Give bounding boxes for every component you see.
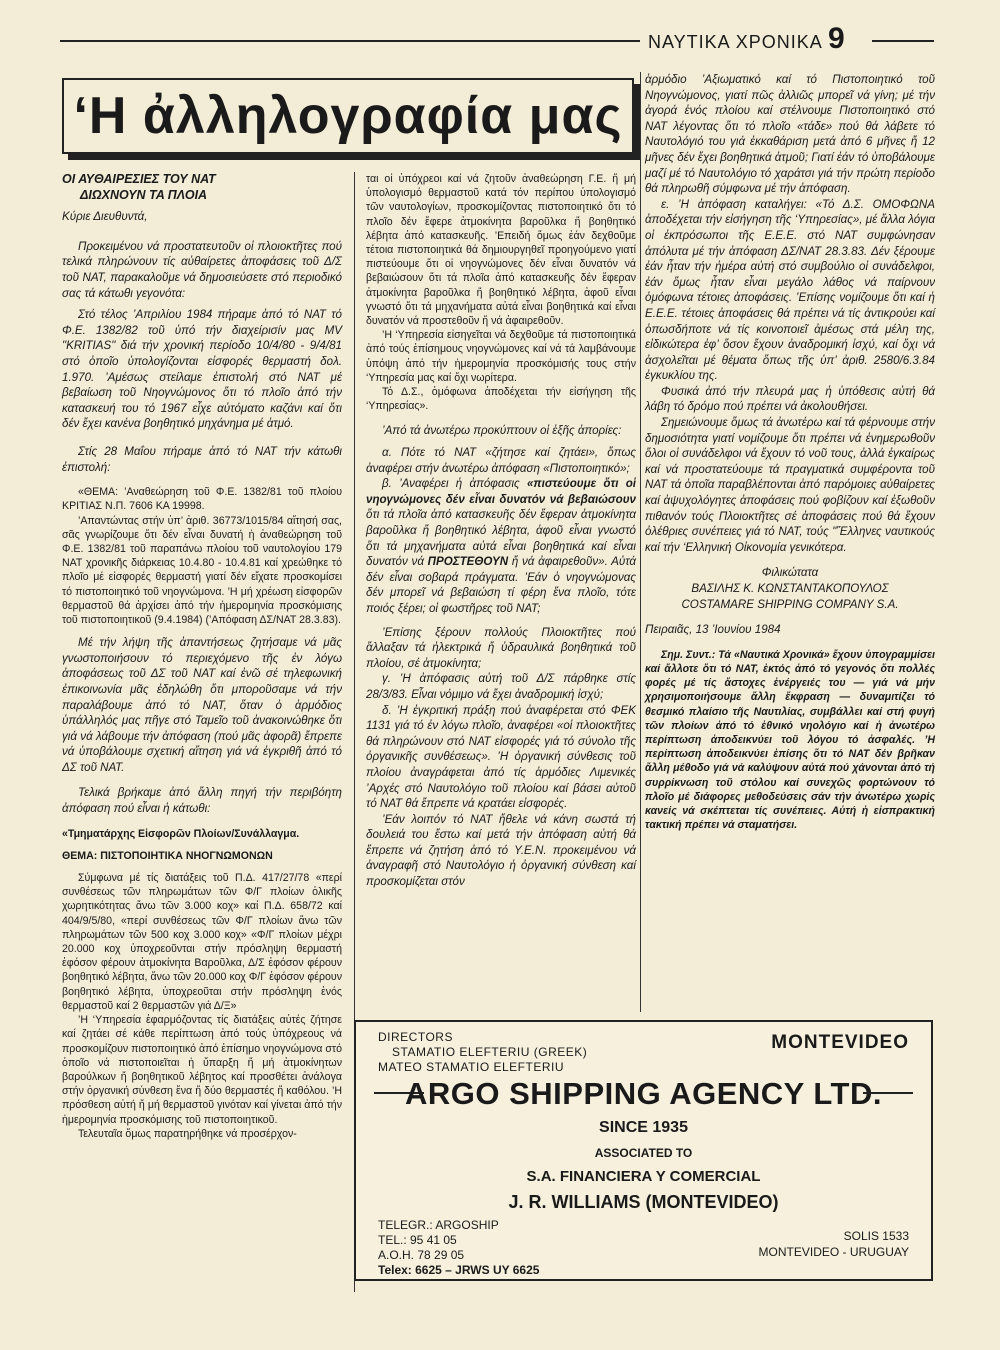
paragraph: ἁρμόδιο ’Αξιωματικό καί τό Πιστοποιητικό τοῦ Νηογνώμονος, γιατί πῶς ἀλλιῶς μπορεῖ νά γίνη; μέ τήν ἀγορά ἑνός πλοίου καί στέλνουμε Πιστοποιητικό στό ΝΑΤ λέγοντας ὅτι τό πλοῖο «τάδε» πού θά λάβετε τό Ναυτολόγιό του γιά ἐκκαθάριση μετά ἀπό 6 μῆνες ἤ 12 μῆνες δέν ἔχει βοηθητικά ἀτμοῦ; Γιατί ἐάν τό ὑποβάλουμε μαζί μέ τό Ναυτολόγιο τό χαράτσι γιά τήν πρώτη περίοδο θά πληρωθῆ σύμφωνα μέ τήν ἀπόφαση. — [645, 73, 935, 196]
ad-company-name: ARGO SHIPPING AGENCY LTD. — [405, 1076, 882, 1111]
question-b-emphasis: ΠΡΟΣΤΕΘΟΥΝ — [427, 555, 509, 569]
question-b-quote: «πιστεύουμε ὅτι οἱ νηογνώμονες δέν εἶναι δυνατόν νά βεβαιώσουν — [366, 477, 636, 506]
publication-title: ΝΑΥΤΙΚΑ ΧΡΟΝΙΚΑ — [648, 32, 823, 52]
article-subhead-1: ΟΙ ΑΥΘΑΙΡΕΣΙΕΣ ΤΟΥ ΝΑΤ — [62, 172, 216, 186]
page-number: 9 — [828, 22, 845, 55]
paragraph: Σημειώνουμε ὅμως τά ἀνωτέρω καί τά φέρνουμε στήν δημοσιότητα γιατί νομίζουμε ὅτι πρέπει νά ἐνημερωθοῦν ὅλοι οἱ συνάδελφοι νά ἔχουν τό νοῦ τους, ἀλλά ἐγκαίρως καί νά προστατεύουμε τά πραγματικά συμφέροντα τοῦ ΝΑΤ τά ὁποῖα παραβλέπονται ἀπό παρόμοιες αὐθαίρετες καί ἀψυχολόγητες ἀποφάσεις πού φοβίζουν καί ἐξωθοῦν πιθανόν τούς Πλοιοκτῆτες σέ ἀποφάσεις πού θά ἔχουν ὀλέθριες συνέπειες γιά τό ΝΑΤ, τούς "Ἕλληνες ναυτικούς καί τήν ‘Ελληνική Οἰκονομία γενικότερα. — [645, 416, 935, 554]
section-headline: ‘Η ἀλληλογραφία μας — [73, 87, 623, 145]
quoted-letter-body: ’Απαντώντας στήν ὑπ’ ἀριθ. 36773/1015/84 αἴτησή σας, σᾶς γνωρίζουμε ὅτι δέν εἶναι δυνατή ἡ ἀναθεώρηση τοῦ Φ.Ε. 1382/81 τοῦ παραπάνω πλοίου τοῦ ναυτολογίου 179 ΝΑΤ χρονικῆς διάρκειας 10.4.80 - 10.4.81 καί χρεώθηκε τό πλοῖο μέ εἰσφορές θερμαστή γιατί δέν εἴχατε προσκομίσει τό πιστοποιητικό τοῦ νηογνώμονα. ’Η μή χρέωση εἰσφορῶν θερμαστοῦ θά ἀρχίσει ἀπό τήν ἡμερομηνία προσκόμισης τοῦ πιστοποιητικοῦ (9.4.1984) (’Απόφαση ΔΣ/ΝΑΤ 28.3.83). — [62, 514, 342, 626]
section-headline-box — [62, 78, 634, 154]
ad-address — [759, 1228, 909, 1260]
ad-directors — [378, 1030, 587, 1075]
quoted-decision-body: Τελευταῖα ὅμως παρατηρήθηκε νά προσέρχον- — [78, 1127, 297, 1140]
paragraph: Στό τέλος ’Απριλίου 1984 πήραμε ἀπό τό ΝΑΤ τό Φ.Ε. 1382/82 τοῦ ὑπό τήν διαχείρισίν μας MV "KRITIAS" διά τήν χρονική περίοδο 10/4/80 - 9/4/81 στό ὁποῖο ὑπολογίζονται εἰσφορές θερμαστή δολ. 1.970. ’Αμέσως στείλαμε ἐπιστολή στό ΝΑΤ μέ βεβαίωση τοῦ Νηογνώμονος ὅτι τό πλοῖο ἀπό τήν κατασκευή του τό 1967 εἶχε αὐτόματο καζάνι καί ὅτι δέν ἔχει κανένα βοηθητικό μηχάνημα μέ ἀτμό. — [62, 308, 342, 431]
question-a: α. Πότε τό ΝΑΤ «ζήτησε καί ζητάει», ὅπως ἀναφέρει στήν ἀνωτέρω ἀπόφαση «Πιστοποιητικό»; — [366, 446, 636, 475]
paragraph: Φυσικά ἀπό τήν πλευρά μας ἡ ὑπόθεσις αὐτή θά λάβη τό δρόμο πού πρέπει νά ἀκολουθήσει. — [645, 384, 935, 414]
ad-address-street: SOLIS 1533 — [843, 1229, 909, 1243]
quoted-decision-body: ’Η ‘Υπηρεσία ἐφαρμόζοντας τίς διατάξεις αὐτές ζήτησε καί ζητάει σέ κάθε περίπτωση ἀπό τούς ὑπόχρεους νά προσκομίζουν πιστοποιητικό ἀπό ἐπίσημο νηογνώμονα στό ὁποῖο νά πιστοποιεῖται ἡ ὕπαρξη ἤ μή ἀτμοκίνητων βαρούλκων ἤ βοηθητικοῦ λέβητος καί προσθέτει ἀνάλογα στήν ὀργανική σύνθεση ἕνα ἤ δύο θερμαστές ἤ καθόλου. ’Η πρόσθεση αὐτή ἤ μή θερμαστοῦ γινόταν καί γίνεται ἀπό τήν ἡμερομηνία προσκόμισης τοῦ πιστοποιητικοῦ. — [62, 1014, 342, 1126]
question-d: δ. ’Η ἐγκριτική πράξη πού ἀναφέρεται στό ΦΕΚ 1131 γιά τό ἐν λόγω πλοῖο, ἀναφέρει «οἱ πλοιοκτῆτες θά πληρώνουν στό ΝΑΤ εἰσφορές γιά τό σύνολο τῆς ὀργανικῆς συνθέσεως». ’Η ὀργανική σύνθεσις τοῦ πλοίου ἀναγράφεται ἀπό τίς ἁρμόδιες Λιμενικές ’Αρχές στό Ναυτολόγιο τοῦ πλοίου καί βάσει αὐτοῦ τό ΝΑΤ θά ἔπρεπε νά κρατάει εἰσφορές. — [366, 703, 636, 811]
masthead-rule-left — [60, 40, 640, 42]
paragraph: ’Από τά ἀνωτέρω προκύπτουν οἱ ἑξῆς ἀπορίες: — [382, 424, 622, 438]
editor-note-label: Σημ. Συντ.: — [661, 648, 716, 661]
ad-director-2: MATEO STAMATIO ELEFTERIU — [378, 1060, 565, 1074]
ad-since: SINCE 1935 — [599, 1119, 688, 1136]
ad-partner-1: S.A. FINANCIERA Y COMERCIAL — [526, 1168, 761, 1185]
paragraph: Προκειμένου νά προστατευτοῦν οἱ πλοιοκτῆτες πού τελικά πληρώνουν τίς αὐθαίρετες ἀποφάσεις τοῦ Δ/Σ τοῦ ΝΑΤ, παρακαλοῦμε νά δημοσιεύσετε στό περιοδικό σας τά κάτωθι γεγονότα: — [62, 239, 342, 300]
signature-company: COSTAMARE SHIPPING COMPANY S.A. — [681, 597, 899, 611]
paragraph: Τελικά βρήκαμε ἀπό ἄλλη πηγή τήν περιβόητη ἀπόφαση πού εἶναι ἡ κάτωθι: — [62, 786, 342, 816]
masthead-rule-right — [872, 40, 934, 42]
ad-city: MONTEVIDEO — [771, 1032, 909, 1053]
editor-note — [645, 648, 935, 833]
ad-associated: ASSOCIATED TO — [594, 1146, 693, 1160]
place-date: Πειραιᾶς, 13 ’Ιουνίου 1984 — [645, 623, 781, 637]
paragraph: Στίς 28 Μαΐου πήραμε ἀπό τό ΝΑΤ τήν κάτωθι ἐπιστολή: — [62, 444, 342, 474]
quoted-letter-subject: «ΘΕΜΑ: ’Αναθεώρηση τοῦ Φ.Ε. 1382/81 τοῦ πλοίου ΚΡΙΤΙΑΣ Ν.Π. 7606 ΚΑ 19998. — [62, 486, 342, 513]
column-divider — [640, 72, 641, 1012]
ad-telex: Telex: 6625 – JRWS UY 6625 — [378, 1263, 540, 1277]
signature-name: ΒΑΣΙΛΗΣ Κ. ΚΩΝΣΤΑΝΤΑΚΟΠΟΥΛΟΣ — [691, 582, 889, 595]
quoted-decision-head: «Τμηματάρχης Εἰσφορῶν Πλοίων/Συνάλλαγμα. — [62, 827, 300, 840]
article-column-1 — [62, 172, 342, 1147]
ad-directors-label: DIRECTORS — [378, 1030, 453, 1044]
quoted-decision-body: ’Η ‘Υπηρεσία εἰσηγεῖται νά δεχθοῦμε τά πιστοποιητικά ἀπό τούς ἐπίσημους νηογνώμονες καί νά τά λαμβάνουμε ὑπόψη ἀπό τήν ἡμερομηνία προσκόμισής τους στήν ‘Υπηρεσία μας καί ὄχι νωρίτερα. — [366, 329, 636, 384]
ad-contact — [378, 1218, 539, 1278]
question-b — [366, 476, 636, 616]
closing: Φιλικώτατα — [761, 566, 819, 580]
question-e: ε. ’Η ἀπόφαση καταλήγει: «Τό Δ.Σ. ΟΜΟΦΩΝΑ ἀποδέχεται τήν εἰσήγηση τῆς ‘Υπηρεσίας», μέ ἄλλα λόγια οἱ ἐκπρόσωποι τῆς Ε.Ε.Ε. στό ΝΑΤ συμφώνησαν ἀπόλυτα μέ τήν ἀπόφαση ΔΣ/ΝΑΤ 28.3.83. Δέν ξέρουμε ἐάν ἦταν τήν ἡμέρα αὐτή στό συμβούλιο οἱ συνάδελφοι, ἐάν ὅμως ἦταν εἶναι μεγάλο λάθος νά παίρνουν ὁμόφωνα τέτοιες ἀποφάσεις. ’Επίσης νομίζουμε ὅτι καί ἡ Ε.Ε.Ε. τέτοιες ἀποφάσεις θά πρέπει νά τίς ἀντικρούει καί ὁπωσδήποτε νά τίς κοινοποιεῖ ἀμέσως στά μέλη της, εἰδικώτερα ἐφ’ ὅσον ἔχουν ἀναδρομική ἰσχύ, καί ὄχι νά ἀσχολεῖται μέ θέματα ὅπως τῆς ὑπ’ ἀριθ. 2580/6.3.84 ἐγκυκλίου της. — [645, 197, 935, 383]
paragraph: ’Εάν λοιπόν τό ΝΑΤ ἤθελε νά κάνη σωστά τή δουλειά του ἔστω καί μετά τήν ἀπόφαση αὐτή θά ἔπρεπε νά ζητήση ἀπό τό Υ.Ε.Ν. προκειμένου νά ἀναγραφῆ στό Ναυτολόγιο ἡ ὀργανική σύνθεση καί προσκομίζεται στόν — [366, 812, 636, 889]
ad-partner-2: J. R. WILLIAMS (MONTEVIDEO) — [508, 1192, 779, 1212]
question-b-end: ἤ νά ἀφαιρεθοῦν». Αὐτά δέν εἶναι σοβαρά πράγματα. ’Εάν ὁ νηογνώμονας δέν μπορεῖ νά βεβαιώση τί φέρη ἕνα πλοῖο, τότε ποιός ξέρει; οἱ φωστῆρες τοῦ ΝΑΤ; — [366, 555, 636, 615]
article-column-3 — [645, 72, 935, 838]
question-c: γ. ’Η ἀπόφασις αὐτή τοῦ Δ/Σ πάρθηκε στίς 28/3/83. Εἶναι νόμιμο νά ἔχει ἀναδρομική ἰσχύ; — [366, 672, 636, 701]
advertisement-argo-shipping — [354, 1020, 933, 1281]
ad-tel: TEL.: 95 41 05 — [378, 1233, 457, 1247]
quoted-decision-body: Σύμφωνα μέ τίς διατάξεις τοῦ Π.Δ. 417/27/78 «περί συνθέσεως τῶν πληρωμάτων τῶν Φ/Γ πλοίων ὁλικῆς χωρητικότητας ἄνω τῶν 3.000 κοχ» καί Π.Δ. 658/72 καί 404/9/5/80, «περί συνθέσεως τῶν Φ/Γ πλοίων ἄνω τῶν πληρωμάτων τῶν 500 κοχ 3.000 κοχ» «Φ/Γ πλοίων μέχρι 20.000 κοχ ὑποχρεοῦνται στήν πρόσληψη θερμαστή ἐφόσον φέρουν ἀτμοκίνητα Βαροῦλκα, Δ/Σ ἐφόσον φέρουν βοηθητικό λέβητα, ἄνω τῶν 20.000 κοχ Φ/Γ ἐφόσον φέρουν βοηθητικό λέβητα, ὑποχρεοῦται στήν πρόσληψη ἑνός θερμαστοῦ καί 2 θερμαστῶν γιά Δ/Ξ» — [62, 872, 342, 1012]
question-b-intro: β. ’Αναφέρει ἡ ἀπόφασις — [382, 477, 527, 491]
article-subhead-2: ΔΙΩΧΝΟΥΝ ΤΑ ΠΛΟΙΑ — [80, 187, 208, 202]
ad-telegr: TELEGR.: ARGOSHIP — [378, 1218, 499, 1232]
editor-note-text: Τά «Ναυτικά Χρονικά» ἔχουν ὑπογραμμίσει καί ἄλλοτε ὅτι τό ΝΑΤ, ἐκτός ἀπό τό γεγονός ὅτι πολλές φορές μέ τίς ἄστοχες ἐνέργειές του — γιά νά μήν χρησιμοποιήσουμε ἄλλη ἔκφραση — δυναμιτίζει τό θεσμικό πλαίσιο τῆς Ναυτιλίας, συμβάλλει καί στή φυγή τῶν πλοίων ἀπό τό ἐθνικό νηολόγιο καί ἡ ἀνωτέρω περίπτωση ἀποδεικνύει τοῦ λόγου τό ἀσφαλές. ’Η περίπτωση ἀποδεικνύει ἐπίσης ὅτι τό ΝΑΤ δέν βρῆκαν ἄλλη μέθοδο γιά νά καλύψουν αὐτά πού χάνονται ἀπό τή συρρίκνωση τοῦ στόλου καί συνεχῶς φορτώνουν τό πλοῖο μέ διάφορες μεθοδεύσεις σάν τήν ἀνωτέρω χωρίς κανείς νά σκέπτεται τίς συνέπειες. Αὐτή ἡ εἰσπρακτική τακτική πρέπει νά σταματήσει. — [645, 648, 935, 832]
article-column-2 — [366, 172, 636, 896]
quoted-decision-theme: ΘΕΜΑ: ΠΙΣΤΟΠΟΙΗΤΙΚΑ ΝΗΟΓΝΩΜΟΝΩΝ — [62, 849, 273, 862]
ad-aoh: A.O.H. 78 29 05 — [378, 1248, 465, 1262]
paragraph: ’Επίσης ξέρουν πολλούς Πλοιοκτῆτες πού ἄλλαξαν τά ἠλεκτρικά ἤ ὑδραυλικά βοηθητικά τοῦ πλοίου, σέ ἀτμοκίνητα; — [366, 625, 636, 670]
ad-director-1: STAMATIO ELEFTERIU (GREEK) — [392, 1045, 588, 1059]
ad-address-city: MONTEVIDEO - URUGUAY — [758, 1245, 909, 1259]
question-b-mid: ὅτι τά πλοῖα ἀπό κατασκευῆς δέν ἔφεραν ἀτμοκίνητα βαροῦλκα ἤ βοηθητικό λέβητα, ἀφοῦ εἶναι γνωστό ὅτι τά μηχανήματα αὐτά εἶναι βοηθητικά καί εἶναι δυνατόν νά — [366, 508, 636, 569]
quoted-decision-body: Τό Δ.Σ., ὁμόφωνα ἀποδέχεται τήν εἰσήγηση τῆς ‘Υπηρεσίας». — [366, 386, 636, 413]
salutation: Κύριε Διευθυντά, — [62, 210, 148, 224]
paragraph: Μέ τήν λήψη τῆς ἀπαντήσεως ζητήσαμε νά μᾶς γνωστοποιήσουν τό περιεχόμενο τῆς ἐν λόγω ἀποφάσεως τοῦ ΔΣ τοῦ ΝΑΤ καί ἐνῶ σέ τηλεφωνική ἐπικοινωνία μᾶς ἐδηλώθη ὅτι μποροῦσαμε νά τήν παραλάβουμε ἀπό τό ΝΑΤ, ὅταν ὁ ἁρμόδιος ὑπάλληλός μας πῆγε στό Ταμεῖο τοῦ ἀνακοινώθηκε ὅτι γιά νά λάβουμε τήν ἀπόφαση (πού μᾶς ἀφορᾶ) ἔπρεπε νά ὑποβάλουμε σχετική αἴτηση γιά νά ἐγκριθῆ ἀπό τό ΔΣ τοῦ ΝΑΤ. — [62, 636, 342, 774]
ad-name-rule-right — [863, 1092, 913, 1094]
quoted-decision-body: ται οἱ ὑπόχρεοι καί νά ζητοῦν ἀναθεώρηση Γ.Ε. ἤ μή ὑπολογισμό θερμαστοῦ κατά τόν περίπου ὑπολογισμό τῶν ναυτολογίων, προσκομίζοντας πιστοποιητικό ὅτι τό πλοῖο δέν ἔφερε ἀτμοκίνητα βαροῦλκα ἤ βοηθητικό λέβητα ἀπό κατασκευῆς. ’Επειδή ὅμως ἐάν δεχθοῦμε τέτοια πιστοποιητικά θά δημιουργηθεῖ προηγούμενο γιατί πιστεύουμε ὅτι οἱ νηογνώμονες δέν εἶναι δυνατόν νά βεβαιώσουν ὅτι τά πλοῖα ἀπό κατασκευῆς δέν ἔφεραν ἀτμοκίνητα βαροῦλκα ἤ βοηθητικό λέβητα, ἀφοῦ εἶναι γνωστό ὅτι τά μηχανήματα αὐτά εἶναι βοηθητικά καί εἶναι δυνατόν νά προστεθοῦν ἤ νά ἀφαιρεθοῦν. — [366, 173, 636, 328]
